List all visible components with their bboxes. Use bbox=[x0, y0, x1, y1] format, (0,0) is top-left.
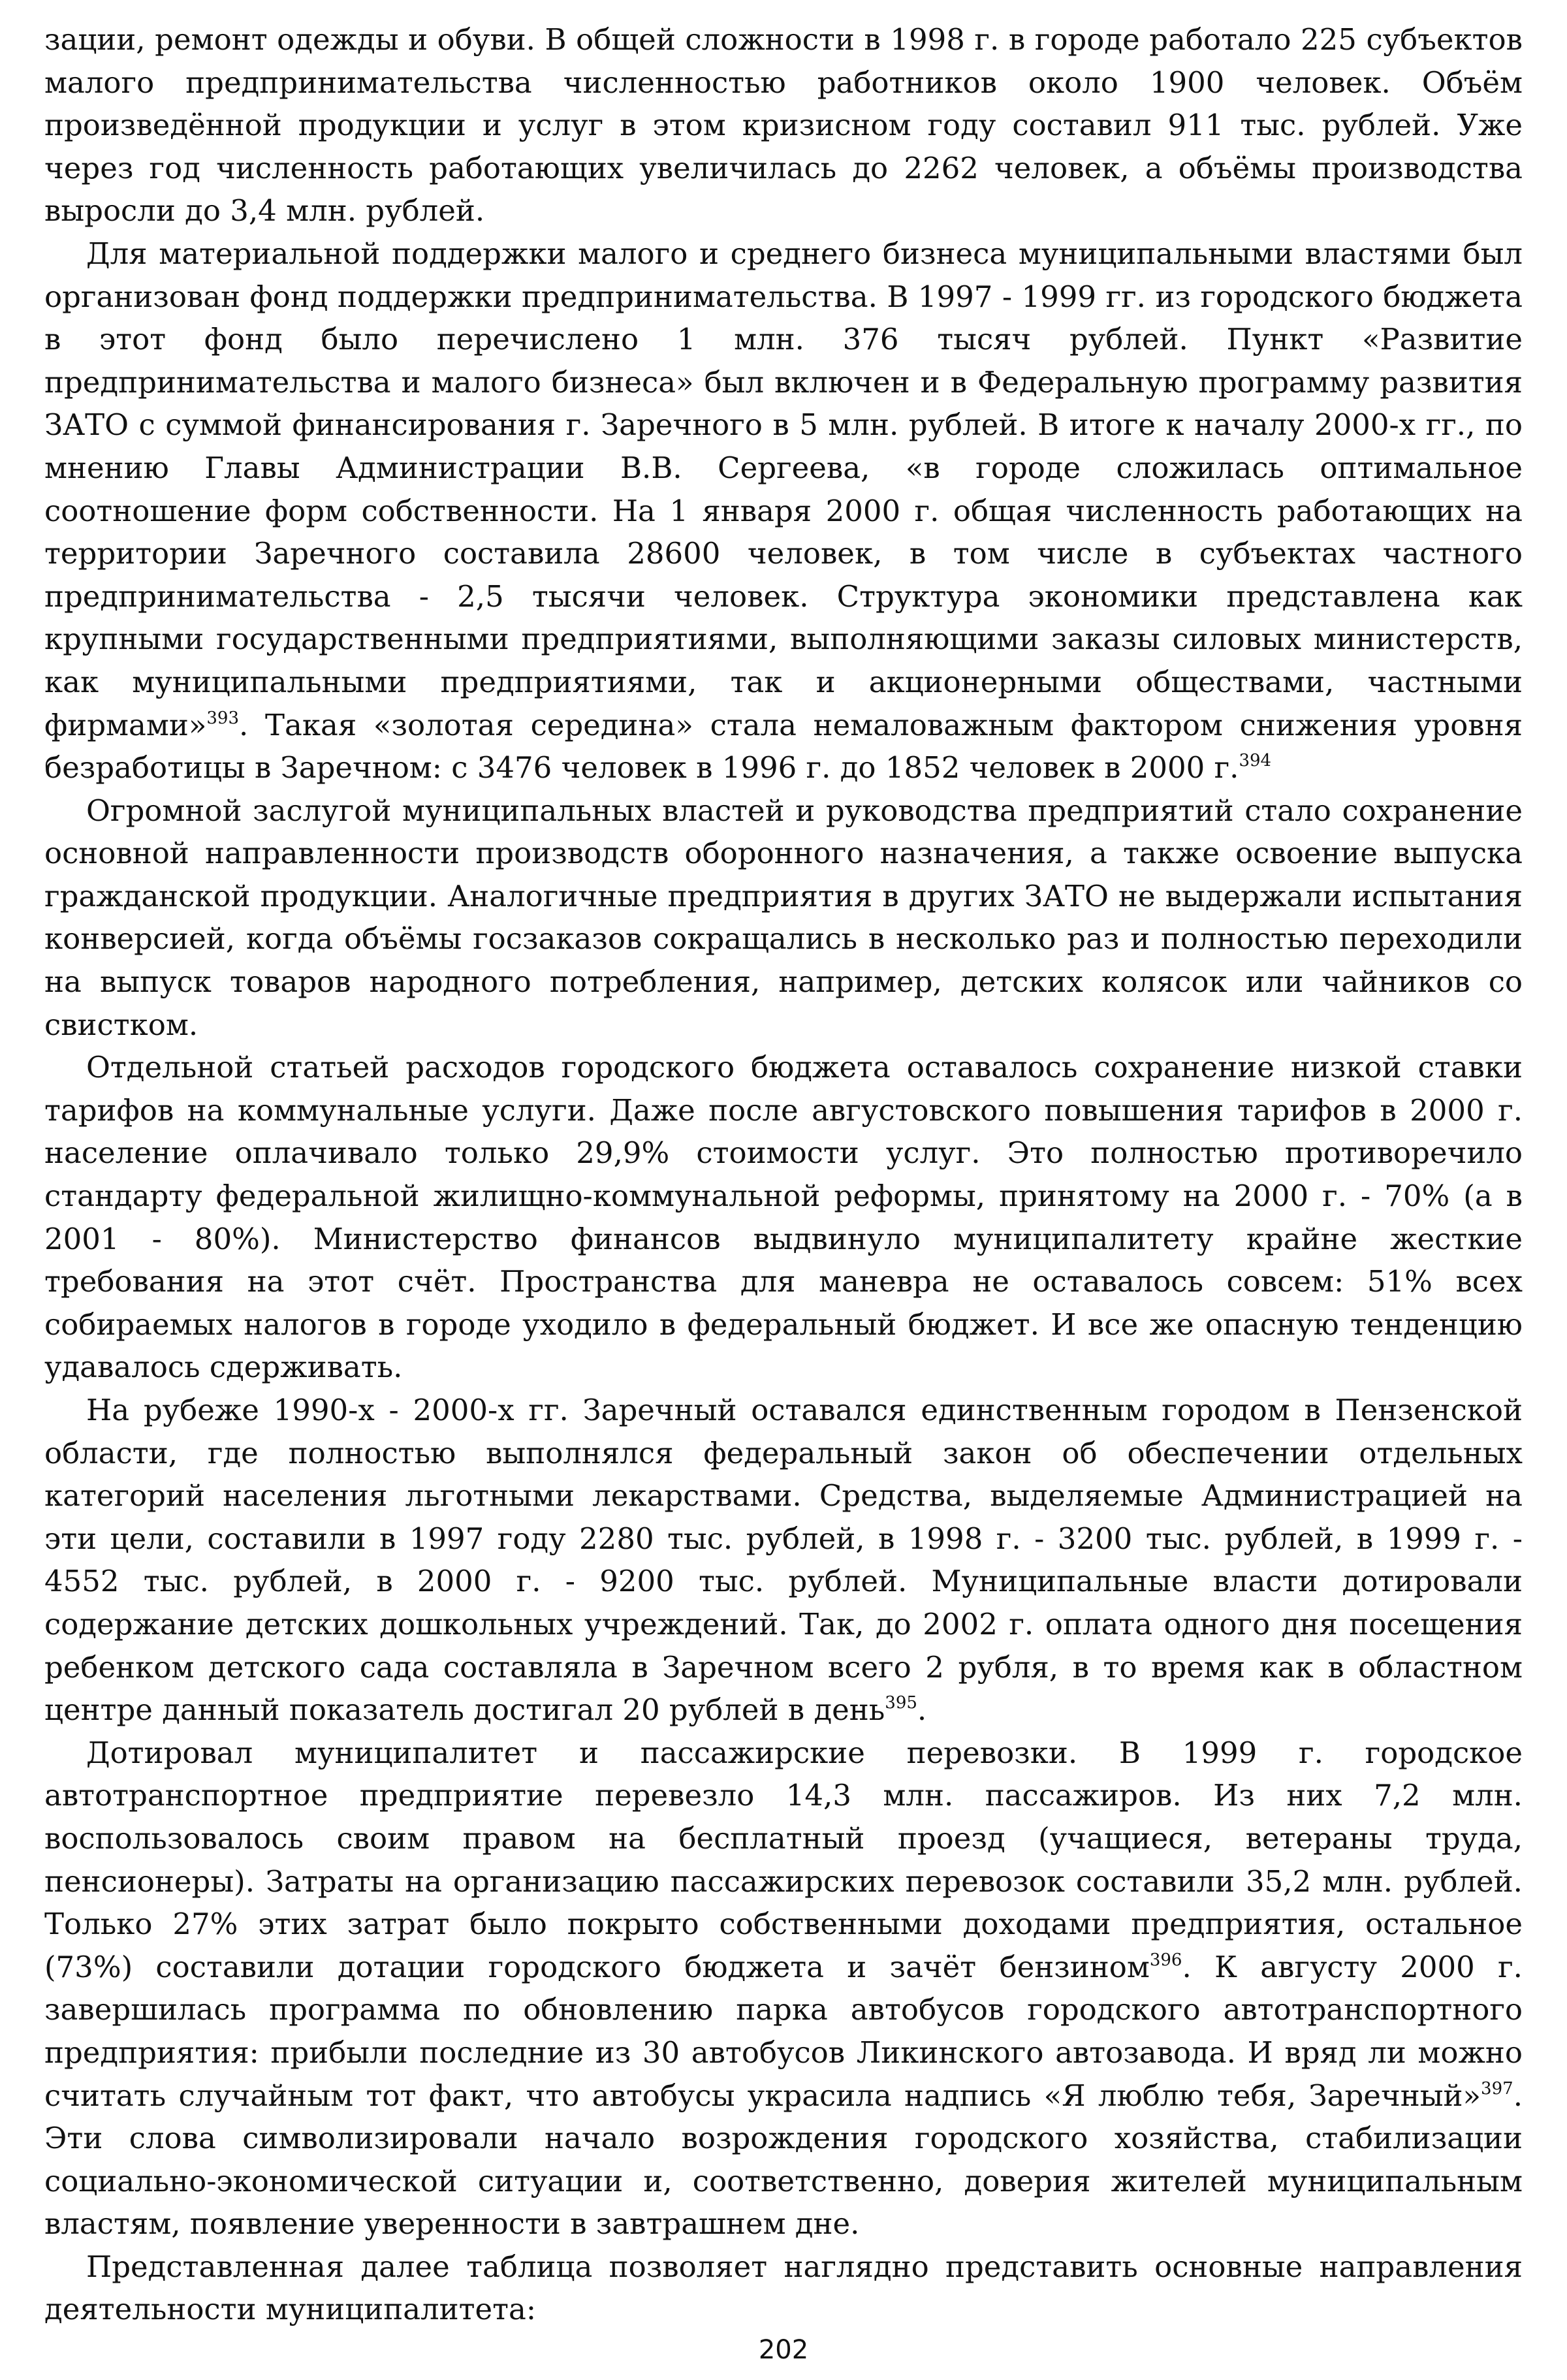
paragraph-text: Отдельной статьей расходов городского бюджета оставалось сохранение низкой ставки тарифов на коммунальные услуги. Даже после августовского повышения тарифов в 2000 г. население оплачивало только 29,9% стоимости услуг. Это полностью противоречило стандарту федеральной жилищно-коммунальной реформы, принятому на 2000 г. - 70% (а в 2001 - 80%). Министерство финансов выдвинуло муниципалитету крайне жесткие требования на этот счёт. Пространства для маневра не оставалось совсем: 51% всех собираемых налогов в городе уходило в федеральный бюджет. И все же опасную тенденцию удавалось сдерживать. bbox=[44, 1050, 1523, 1385]
paragraph-text: . Эти слова символизировали начало возрождения городского хозяйства, стабилизации социально-экономической ситуации и, соответственно, доверия жителей муниципальным властям, появление уверенности в завтрашнем дне. bbox=[44, 2078, 1523, 2242]
page-body bbox=[44, 18, 1523, 2331]
footnote-ref-395: 395 bbox=[885, 1693, 917, 1713]
paragraph-text: . Такая «золотая середина» стала немаловажным фактором снижения уровня безработицы в Заречном: с 3476 человек в 1996 г. до 1852 человек в 2000 г. bbox=[44, 707, 1523, 785]
paragraph-text: . К августу 2000 г. завершилась программа по обновлению парка автобусов городского автотранспортного предприятия: прибыли последние из 30 автобусов Ликинского автозавода. И вряд ли можно считать случайным тот факт, что автобусы украсила надпись «Я люблю тебя, Заречный» bbox=[44, 1949, 1523, 2113]
page-number: 202 bbox=[758, 2335, 809, 2365]
paragraph-5 bbox=[44, 1389, 1523, 1732]
paragraph-text: Для материальной поддержки малого и среднего бизнеса муниципальными властями был организован фонд поддержки предпринимательства. В 1997 - 1999 гг. из городского бюджета в этот фонд было перечислено 1 млн. 376 тысяч рублей. Пункт «Развитие предпринимательства и малого бизнеса» был включен и в Федеральную программу развития ЗАТО с суммой финансирования г. Заречного в 5 млн. рублей. В итоге к началу 2000-х гг., по мнению Главы Администрации В.В. Сергеева, «в городе сложилась оптимальное соотношение форм собственности. На 1 января 2000 г. общая численность работающих на территории Заречного составила 28600 человек, в том числе в субъектах частного предпринимательства - 2,5 тысячи человек. Структура экономики представлена как крупными государственными предприятиями, выполняющими заказы силовых министерств, как муниципальными предприятиями, так и акционерными обществами, частными фирмами» bbox=[44, 236, 1523, 742]
paragraph-2 bbox=[44, 232, 1523, 789]
footnote-ref-396: 396 bbox=[1149, 1950, 1182, 1970]
paragraph-text: На рубеже 1990-х - 2000-х гг. Заречный оставался единственным городом в Пензенской области, где полностью выполнялся федеральный закон об обеспечении отдельных категорий населения льготными лекарствами. Средства, выделяемые Администрацией на эти цели, составили в 1997 году 2280 тыс. рублей, в 1998 г. - 3200 тыс. рублей, в 1999 г. - 4552 тыс. рублей, в 2000 г. - 9200 тыс. рублей. Муниципальные власти дотировали содержание детских дошкольных учреждений. Так, до 2002 г. оплата одного дня посещения ребенком детского сада составляла в Заречном всего 2 рубля, в то время как в областном центре данный показатель достигал 20 рублей в день bbox=[44, 1393, 1523, 1728]
paragraph-text: зации, ремонт одежды и обуви. В общей сложности в 1998 г. в городе работало 225 субъектов малого предпринимательства численностью работников около 1900 человек. Объём произведённой продукции и услуг в этом кризисном году составил 911 тыс. рублей. Уже через год численность работающих увеличилась до 2262 человек, а объёмы производства выросли до 3,4 млн. рублей. bbox=[44, 22, 1523, 229]
footnote-ref-393: 393 bbox=[206, 708, 240, 728]
paragraph-4 bbox=[44, 1046, 1523, 1389]
paragraph-text: Представленная далее таблица позволяет наглядно представить основные направления деятельности муниципалитета: bbox=[44, 2249, 1523, 2327]
paragraph-6 bbox=[44, 1732, 1523, 2245]
paragraph-7 bbox=[44, 2245, 1523, 2331]
paragraph-text: Огромной заслугой муниципальных властей и руководства предприятий стало сохранение основной направленности производств оборонного назначения, а также освоение выпуска гражданской продукции. Аналогичные предприятия в других ЗАТО не выдержали испытания конверсией, когда объёмы госзаказов сокращались в несколько раз и полностью переходили на выпуск товаров народного потребления, например, детских колясок или чайников со свистком. bbox=[44, 793, 1523, 1042]
footnote-ref-397: 397 bbox=[1481, 2078, 1513, 2099]
footnote-ref-394: 394 bbox=[1239, 751, 1272, 771]
paragraph-text: . bbox=[917, 1692, 927, 1728]
paragraph-3 bbox=[44, 789, 1523, 1047]
paragraph-text: Дотировал муниципалитет и пассажирские перевозки. В 1999 г. городское автотранспортное предприятие перевезло 14,3 млн. пассажиров. Из них 7,2 млн. воспользовалось своим правом на бесплатный проезд (учащиеся, ветераны труда, пенсионеры). Затраты на организацию пассажирских перевозок составили 35,2 млн. рублей. Только 27% этих затрат было покрыто собственными доходами предприятия, остальное (73%) составили дотации городского бюджета и зачёт бензином bbox=[44, 1735, 1523, 1984]
paragraph-1 bbox=[44, 18, 1523, 232]
